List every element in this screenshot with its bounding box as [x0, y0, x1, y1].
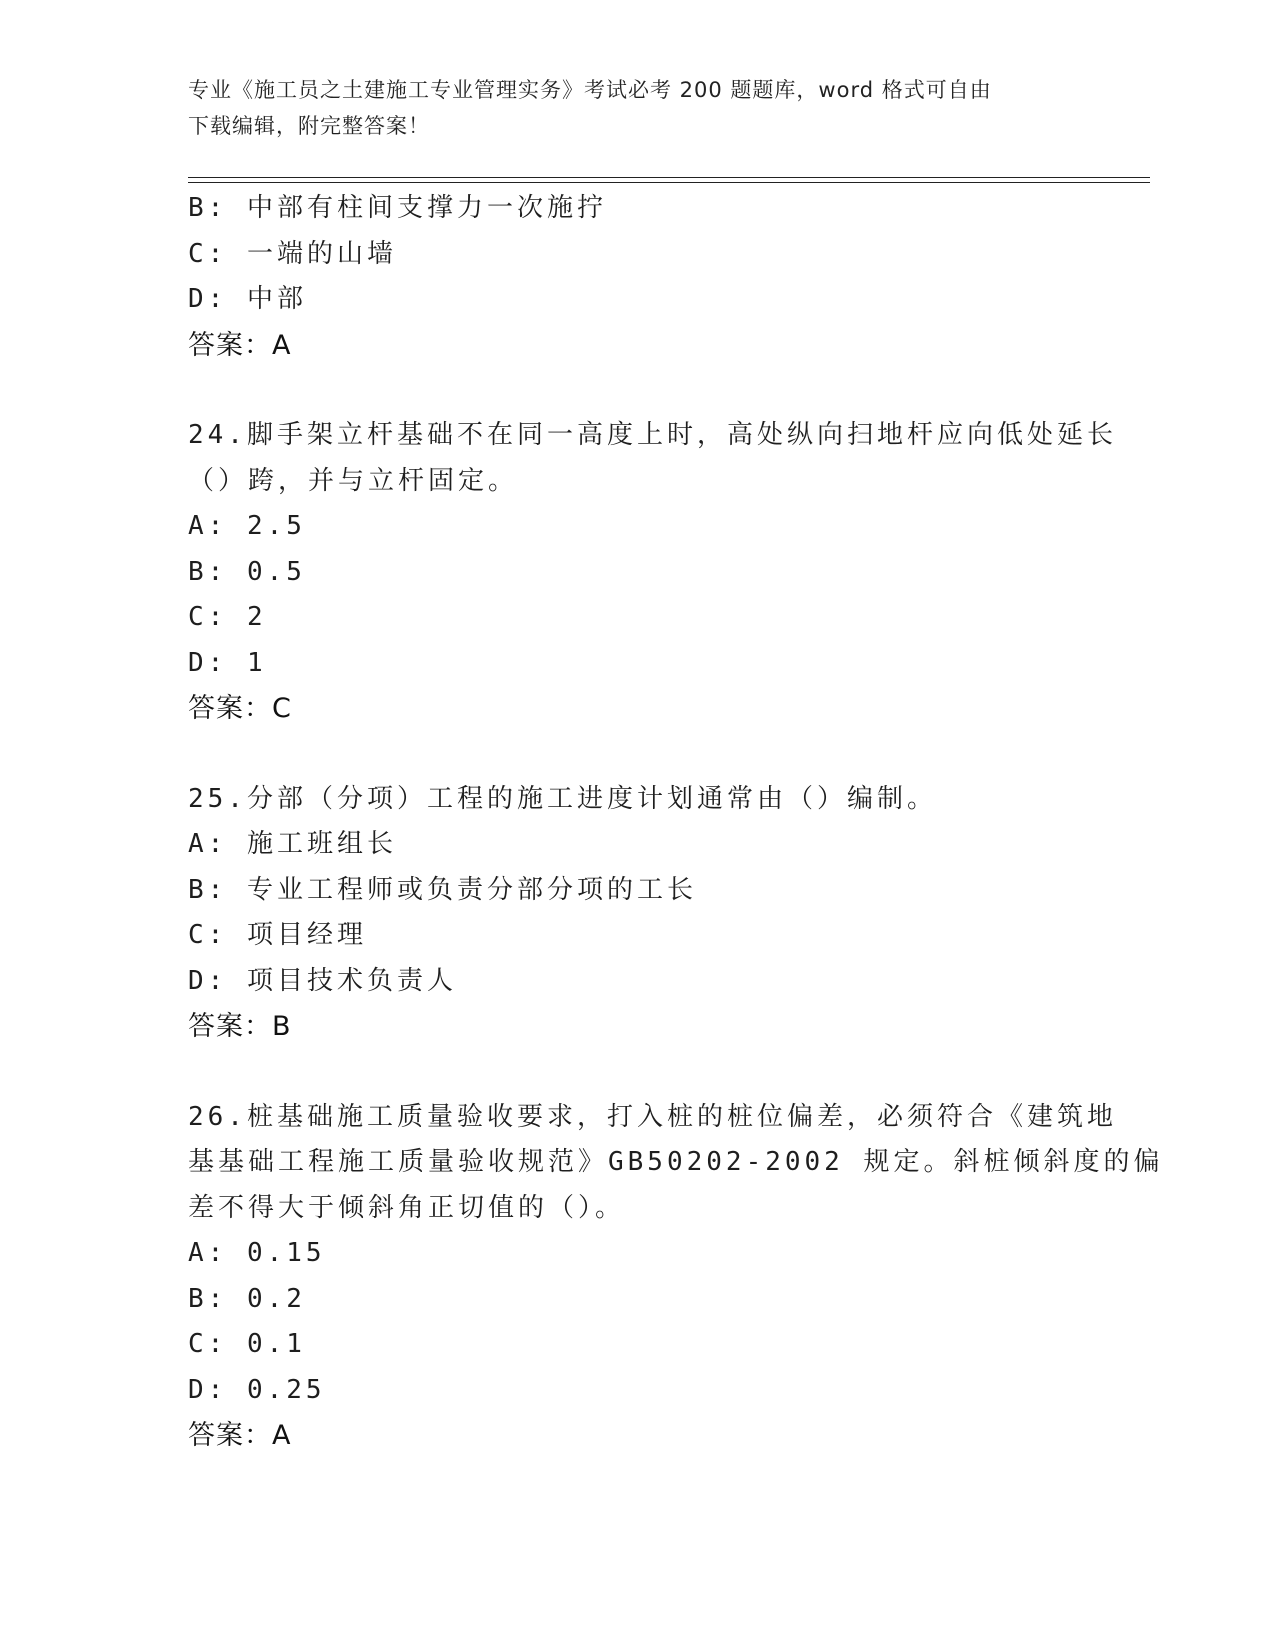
question-25: [188, 777, 1088, 1050]
question-text-line: 差不得大于倾斜角正切值的（）。: [188, 1192, 626, 1223]
header-line-2: 下载编辑，附完整答案！: [188, 114, 430, 138]
question-24: [188, 413, 1117, 732]
header-divider-top: [188, 177, 1150, 178]
question-text-line: 26.桩基础施工质量验收要求，打入桩的桩位偏差，必须符合《建筑地: [188, 1101, 1117, 1132]
header-line-1: 专业《施工员之土建施工专业管理实务》考试必考 200 题题库，word 格式可自由: [188, 78, 992, 102]
document-header: [188, 72, 1088, 144]
answer-line: 答案：A: [188, 329, 292, 361]
question-content: [188, 186, 1164, 1459]
option-b: B: 0.5: [188, 556, 306, 587]
option-b: B: 0.2: [188, 1283, 306, 1314]
question-text-line: 24.脚手架立杆基础不在同一高度上时，高处纵向扫地杆应向低处延长: [188, 420, 1117, 450]
option-c: C: 0.1: [188, 1329, 306, 1359]
option-c: C: 项目经理: [188, 920, 367, 950]
spacer: [188, 732, 1088, 777]
header-divider-bottom: [188, 182, 1150, 183]
option-d: D: 0.25: [188, 1374, 326, 1405]
option-a: A: 2.5: [188, 511, 306, 541]
option-c: C: 2: [188, 602, 267, 632]
option-b: B: 中部有柱间支撑力一次施拧: [188, 193, 607, 223]
option-d: D: 中部: [188, 284, 307, 314]
question-text-line: （）跨，并与立杆固定。: [188, 465, 519, 496]
question-23-continued: [188, 186, 1088, 368]
question-text-line: 25.分部（分项）工程的施工进度计划通常由（）编制。: [188, 783, 937, 814]
option-c: C: 一端的山墙: [188, 238, 397, 269]
option-a: A: 0.15: [188, 1238, 326, 1268]
question-26: [188, 1095, 1164, 1459]
answer-line: 答案：B: [188, 1011, 292, 1042]
option-b: B: 专业工程师或负责分部分项的工长: [188, 874, 697, 905]
spacer: [188, 368, 1088, 413]
option-d: D: 1: [188, 647, 267, 678]
spacer: [188, 1050, 1088, 1095]
answer-line: 答案：C: [188, 693, 292, 724]
option-a: A: 施工班组长: [188, 829, 397, 859]
option-d: D: 项目技术负责人: [188, 965, 457, 996]
question-text-line: 基基础工程施工质量验收规范》GB50202-2002 规定。斜桩倾斜度的偏: [188, 1147, 1164, 1177]
answer-line: 答案：A: [188, 1420, 292, 1451]
